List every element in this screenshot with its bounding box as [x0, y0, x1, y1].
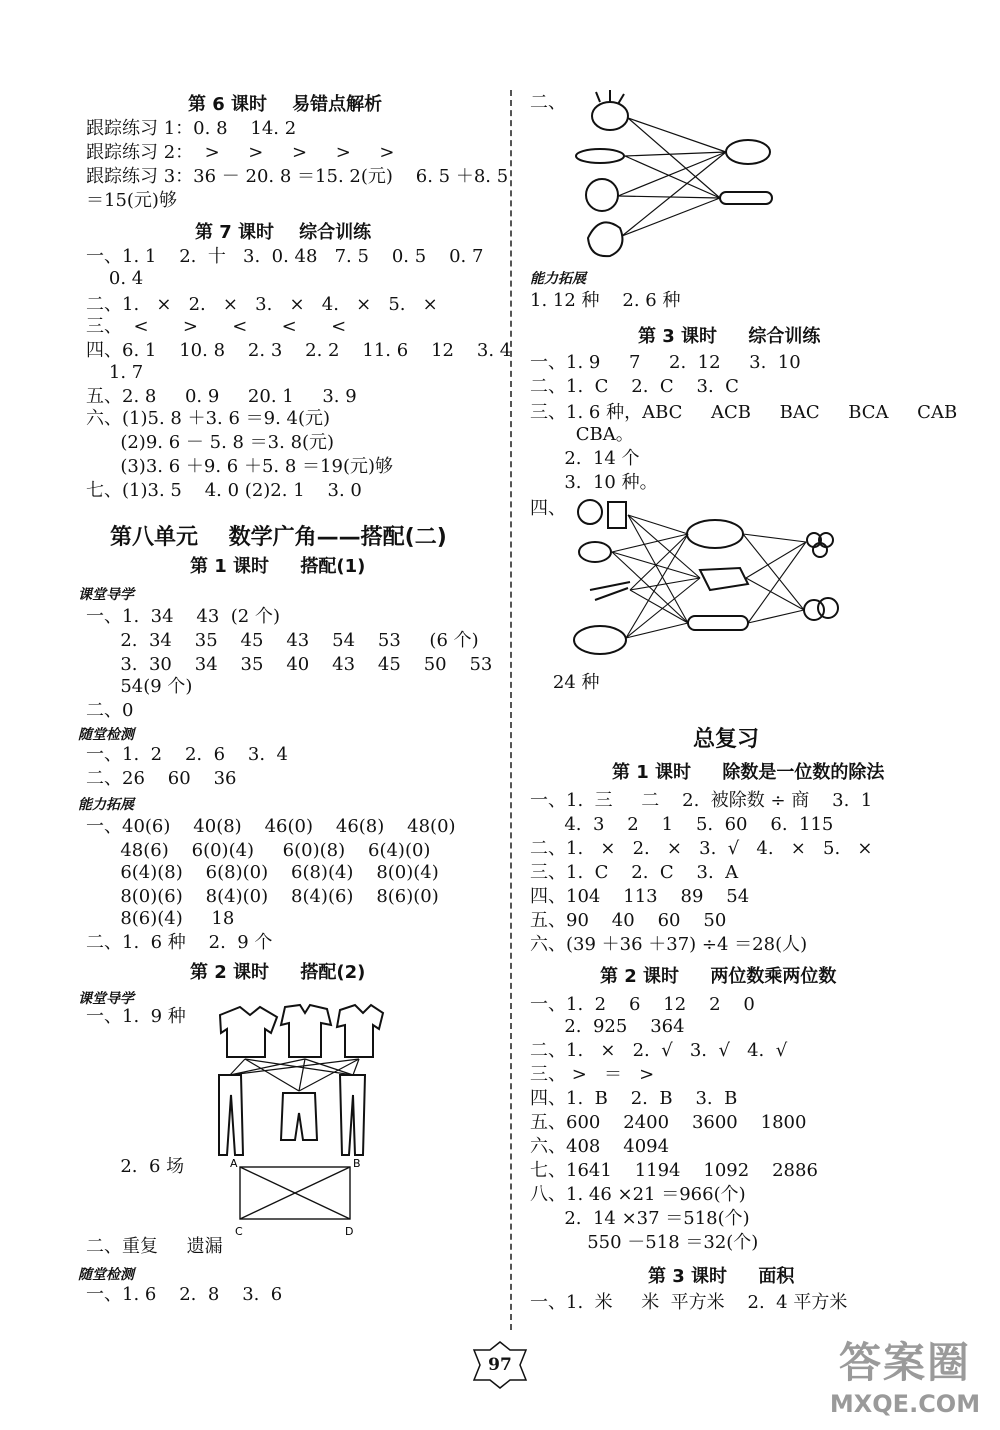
- answer-line: 一、1. 米 米 平方米 2. 4 平方米: [530, 1292, 848, 1313]
- answer-line: (2)9. 6 － 5. 8 ＝3. 8(元): [86, 432, 335, 453]
- answer-line: CBA。: [530, 424, 634, 445]
- vertex-label-a: A: [230, 1157, 238, 1170]
- answer-line: 一、1. 1 2. 十 3. 0. 48 7. 5 0. 5 0. 7: [86, 246, 484, 267]
- answer-line: 八、1. 46 ×21 ＝966(个): [530, 1184, 746, 1205]
- answer-line: 一、1. 6 2. 8 3. 6: [86, 1284, 283, 1305]
- rectangle-abcd-figure: [225, 1155, 365, 1240]
- answer-line: 三、1. C 2. C 3. A: [530, 862, 739, 883]
- meat-icon: [720, 140, 772, 204]
- section-title: 第 2 课时 两位数乘两位数: [600, 966, 837, 987]
- answer-line: 1. 12 种 2. 6 种: [530, 290, 681, 311]
- answer-line: ＝15(元)够: [86, 190, 177, 211]
- answer-line: 二、0: [86, 700, 134, 721]
- subsection-label: 能力拓展: [530, 271, 586, 287]
- food-combination-figure: [570, 490, 850, 670]
- answer-line: 0. 4: [86, 268, 144, 289]
- answer-line: 一、1. 2 6 12 2 0: [530, 994, 755, 1015]
- answer-line: 跟踪练习 2： > > > > >: [86, 142, 395, 163]
- section-title: 第 3 课时 综合训练: [638, 326, 821, 347]
- unit-title: 总复习: [693, 727, 760, 752]
- section-title: 第 1 课时 搭配(1): [190, 556, 366, 577]
- answer-line: 54(9 个): [86, 676, 193, 697]
- answer-line: 一、1. 三 二 2. 被除数 ÷ 商 3. 1: [530, 790, 873, 811]
- answer-line: 2. 14 ×37 ＝518(个): [530, 1208, 750, 1229]
- answer-line: 七、1641 1194 1092 2886: [530, 1160, 818, 1181]
- answer-line: 三、 < > < < <: [86, 316, 347, 337]
- answer-line: 二、1. 6 种 2. 9 个: [86, 932, 273, 953]
- answer-line: 2. 6 场: [86, 1156, 185, 1177]
- answer-line: 2. 34 35 45 43 54 53 (6 个): [86, 630, 479, 651]
- answer-line: 3. 10 种。: [530, 472, 658, 493]
- answer-line: 二、重复 遗漏: [86, 1236, 223, 1257]
- page-number: 97: [488, 1355, 512, 1375]
- answer-line: 48(6) 6(0)(4) 6(0)(8) 6(4)(0): [86, 840, 431, 861]
- subsection-label: 课堂导学: [78, 587, 134, 603]
- answer-line: 一、1. 9 7 2. 12 3. 10: [530, 352, 801, 373]
- answer-line: 2. 14 个: [530, 448, 640, 469]
- food-matching-figure: [570, 88, 790, 263]
- answer-line: 二、1. × 2. × 3. × 4. × 5. ×: [86, 294, 438, 315]
- shirt-icon: [220, 1005, 383, 1057]
- section-title: 第 2 课时 搭配(2): [190, 962, 366, 983]
- subsection-label: 能力拓展: [78, 797, 134, 813]
- answer-line: 三、 > ＝ >: [530, 1064, 655, 1085]
- vertex-label-d: D: [345, 1225, 354, 1238]
- column-divider: [510, 90, 512, 1330]
- answer-line: 六、408 4094: [530, 1136, 670, 1157]
- answer-line: 五、600 2400 3600 1800: [530, 1112, 807, 1133]
- answer-line: 550 －518 ＝32(个): [530, 1232, 759, 1253]
- answer-line: 2. 925 364: [530, 1016, 685, 1037]
- matching-lines: [618, 118, 726, 236]
- subsection-label: 随堂检测: [78, 1267, 134, 1283]
- clothing-matching-figure: [205, 995, 385, 1165]
- answer-line: 跟踪练习 1：0. 8 14. 2: [86, 118, 297, 139]
- answer-line: 二、1. × 2. √ 3. √ 4. √: [530, 1040, 788, 1061]
- answer-line: 四、104 113 89 54: [530, 886, 750, 907]
- answer-line: 三、1. 6 种，ABC ACB BAC BCA CAB: [530, 402, 958, 423]
- answer-line: 一、40(6) 40(8) 46(0) 46(8) 48(0): [86, 816, 456, 837]
- section-title: 第 3 课时 面积: [648, 1266, 795, 1287]
- answer-line: 一、1. 2 2. 6 3. 4: [86, 744, 288, 765]
- vertex-label-c: C: [235, 1225, 243, 1238]
- answer-line: 1. 7: [86, 362, 144, 383]
- answer-line: 6(4)(8) 6(8)(0) 6(8)(4) 8(0)(4): [86, 862, 439, 883]
- answer-line: 一、1. 9 种: [86, 1006, 186, 1027]
- vertex-label-b: B: [353, 1157, 361, 1170]
- answer-line: 跟踪练习 3：36 － 20. 8 ＝15. 2(元) 6. 5 ＋8. 5: [86, 166, 509, 187]
- answer-line: 七、(1)3. 5 4. 0 (2)2. 1 3. 0: [86, 480, 362, 501]
- answer-line: 8(0)(6) 8(4)(0) 8(4)(6) 8(6)(0): [86, 886, 439, 907]
- section-title: 第 6 课时 易错点解析: [188, 94, 383, 115]
- vegetable-icon: [576, 90, 628, 256]
- fruit-icon: [804, 533, 838, 620]
- answer-line: (3)3. 6 ＋9. 6 ＋5. 8 ＝19(元)够: [86, 456, 393, 477]
- section-title: 第 1 课时 除数是一位数的除法: [612, 762, 885, 783]
- answer-line: 二、1. × 2. × 3. √ 4. × 5. ×: [530, 838, 873, 859]
- answer-line: 二、26 60 36: [86, 768, 237, 789]
- answer-line: 24 种: [530, 672, 600, 693]
- answer-line: 六、(1)5. 8 ＋3. 6 ＝9. 4(元): [86, 408, 331, 429]
- subsection-label: 课堂导学: [78, 991, 134, 1007]
- answer-line: 六、(39 ＋36 ＋37) ÷4 ＝28(人): [530, 934, 808, 955]
- answer-line: 五、2. 8 0. 9 20. 1 3. 9: [86, 386, 357, 407]
- answer-line: 一、1. 34 43 (2 个): [86, 606, 280, 627]
- answer-line: 4. 3 2 1 5. 60 6. 115: [530, 814, 834, 835]
- matching-lines: [612, 515, 806, 638]
- answer-line: 二、1. C 2. C 3. C: [530, 376, 739, 397]
- watermark: [820, 1330, 990, 1425]
- answer-line: 二、: [530, 92, 566, 113]
- answer-line: 五、90 40 60 50: [530, 910, 727, 931]
- answer-line: 8(6)(4) 18: [86, 908, 235, 929]
- watermark-url: MXQE.COM: [829, 1390, 981, 1418]
- answer-line: 四、: [530, 498, 566, 519]
- section-title: 第 7 课时 综合训练: [195, 222, 372, 243]
- answer-line: 四、1. B 2. B 3. B: [530, 1088, 738, 1109]
- answer-line: 四、6. 1 10. 8 2. 3 2. 2 11. 6 12 3. 4: [86, 340, 512, 361]
- answer-line: 3. 30 34 35 40 43 45 50 53: [86, 654, 493, 675]
- subsection-label: 随堂检测: [78, 727, 134, 743]
- watermark-logo-text: 答案圈: [838, 1338, 971, 1387]
- vegetable-icon: [574, 500, 630, 654]
- unit-title: 第八单元 数学广角——搭配(二): [110, 525, 447, 550]
